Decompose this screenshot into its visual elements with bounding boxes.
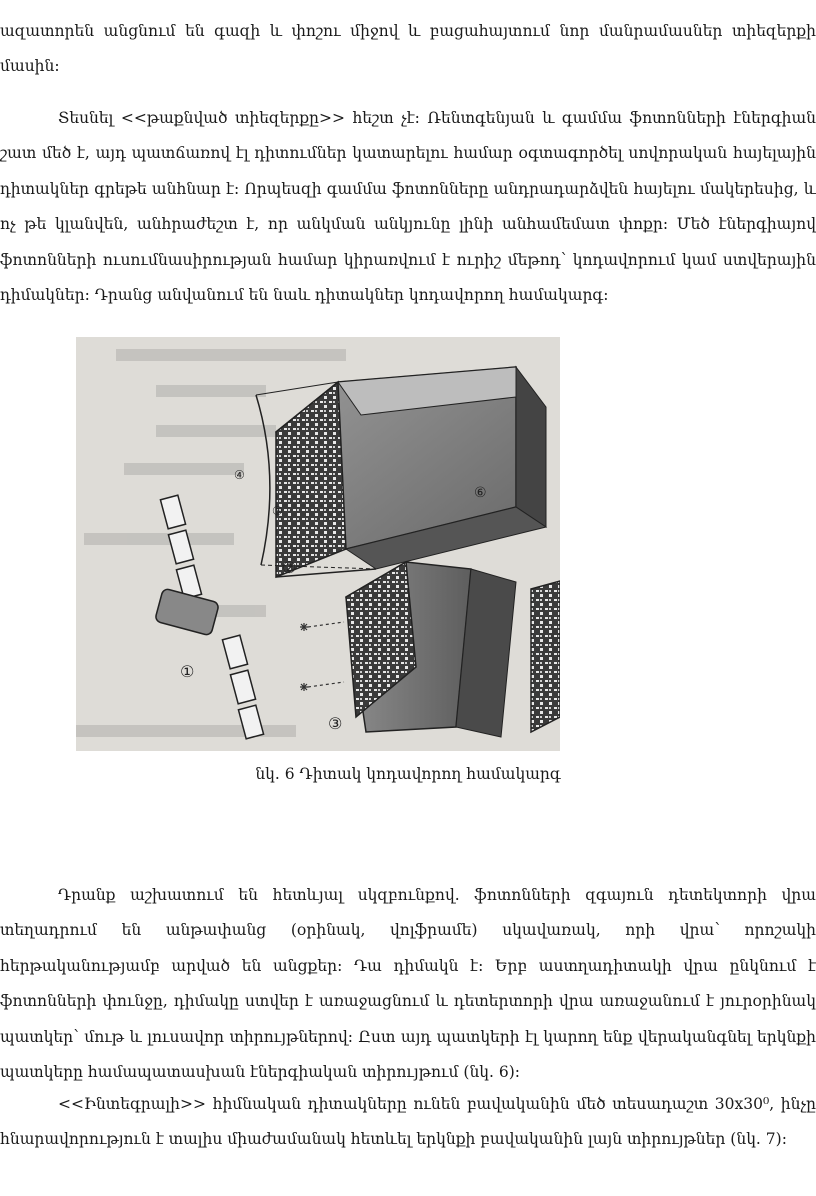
label-upper-left: ④ — [234, 468, 245, 482]
label-upper-box: ⑥ — [474, 485, 487, 501]
paragraph-integral-telescopes: <<Ինտեգրալի>> հիմնական դիտակները ունեն բավականին մեծ տեսադաշտ 30x30⁰, ինչը հնարավորություն է տալիս միաժամանակ հետևել երկնքի բավականին լայն տիրույթներ (նկ. 7): — [0, 1094, 816, 1148]
upper-detector-box — [276, 367, 546, 577]
paragraph-mask-principle: Դրանք աշխատում են հետևյալ սկզբունքով. ֆոտոնների զգայուն դետեկտորի վրա տեղադրում են անթափանց (օրինակ, վոլֆրամե) սկավառակ, որի վրա՝ որոշակի հերթականությամբ արված են անցքեր: Դա դիմակն է: Երբ աստղադիտակի վրա ընկնում է ֆոտոնների փունջը, դիմակը ստվեր է առաջացնում և դետերտորի վրա առաջանում է յուրօրինակ պատկեր՝ մութ և լուսավոր տիրույթներով: Ըստ այդ պատկերի էլ կարող ենք վերականգնել երկնքի պատկերը համապատասխան էներգիական տիրույթում (նկ. 6): — [0, 885, 816, 1081]
label-arc: ② — [282, 558, 297, 577]
label-upper-mid: ⑤ — [272, 504, 283, 518]
figure-coded-mask-diagram — [76, 337, 560, 751]
paragraph-hidden-universe: Տեսնել <<թաքնված տիեզերքը>> հեշտ չէ: Ռենտգենյան և գամմա ֆոտոնների էներգիան շատ մեծ է, այդ պատճառով էլ դիտումներ կատարելու համար օգտագործել սովորական հայելային դիտակներ գրեթե անհնար է: Որպեսզի գամմա ֆոտոնները անդրադարձվեն հայելու մակերեսից, և ոչ թե կլանվեն, անհրաժեշտ է, որ անկման անկյունը լինի անհամեմատ փոքր: Մեծ էներգիայով ֆոտոնների ուսումնասիրության համար կիրառվում է ուրիշ մեթոդ՝ կոդավորում կամ ստվերային դիմակներ: Դրանց անվանում են նաև դիտակներ կոդավորող համակարգ: — [0, 108, 816, 304]
paragraph-intro-continuation: ազատորեն անցնում են գազի և փոշու միջով և բացահայտում նոր մանրամասներ տիեզերքի մասին: — [0, 21, 816, 75]
star-icons — [300, 622, 344, 691]
figure-caption: նկ. 6 Դիտակ կոդավորող համակարգ — [255, 765, 561, 783]
lower-detector-box — [346, 562, 560, 737]
label-lower-box: ③ — [328, 714, 343, 733]
field-of-view-arc — [256, 395, 270, 565]
label-satellite: ① — [180, 662, 195, 681]
